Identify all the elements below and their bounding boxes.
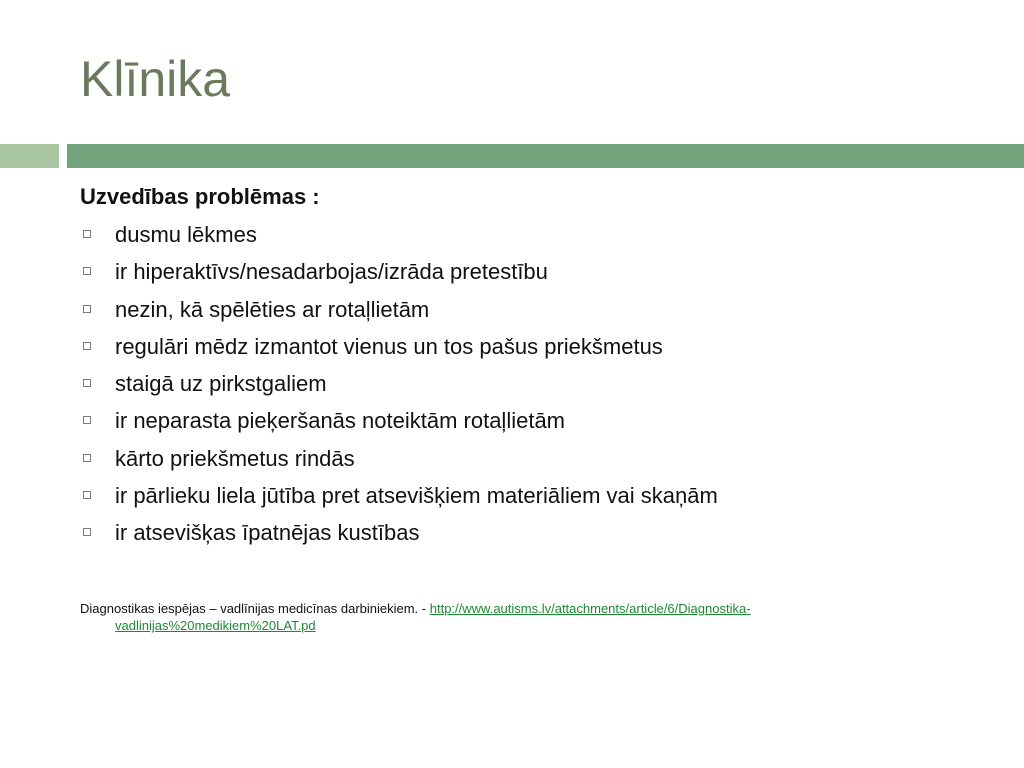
reference-link-continued[interactable]: vadlinijas%20medikiem%20LAT.pd: [115, 618, 316, 633]
square-bullet-icon: [83, 379, 91, 387]
square-bullet-icon: [83, 342, 91, 350]
decorative-bar-right: [67, 144, 1024, 168]
square-bullet-icon: [83, 491, 91, 499]
bullet-text: ir pārlieku liela jūtība pret atsevišķiem materiāliem vai skaņām: [115, 483, 718, 509]
reference-line-1: [80, 600, 980, 617]
square-bullet-icon: [83, 454, 91, 462]
square-bullet-icon: [83, 230, 91, 238]
square-bullet-icon: [83, 305, 91, 313]
square-bullet-icon: [83, 528, 91, 536]
bullet-text: regulāri mēdz izmantot vienus un tos pašus priekšmetus: [115, 333, 663, 359]
bullet-item: [80, 514, 1000, 551]
reference-text: Diagnostikas iespējas – vadlīnijas medicīnas darbiniekiem. -: [80, 601, 430, 616]
slide-content: [80, 180, 1000, 552]
reference-line-2: [80, 617, 980, 634]
bullet-item: [80, 253, 1000, 290]
bullet-item: [80, 440, 1000, 477]
bullet-item: [80, 291, 1000, 328]
square-bullet-icon: [83, 416, 91, 424]
bullet-text: ir atsevišķas īpatnējas kustības: [115, 520, 420, 546]
bullet-text: dusmu lēkmes: [115, 222, 257, 247]
bullet-text: nezin, kā spēlēties ar rotaļlietām: [115, 296, 430, 322]
square-bullet-icon: [83, 267, 91, 275]
bullet-item: [80, 216, 1000, 253]
bullet-text: ir neparasta pieķeršanās noteiktām rotaļlietām: [115, 408, 566, 434]
bullet-text: ir hiperaktīvs/nesadarbojas/izrāda pretestību: [115, 259, 548, 285]
section-heading: Uzvedības problēmas :: [80, 184, 320, 209]
bullet-item: [80, 328, 1000, 365]
reference-link[interactable]: http://www.autisms.lv/attachments/article/6/Diagnostika-: [429, 601, 751, 616]
reference-note: [80, 600, 980, 634]
slide-title: Klīnika: [80, 51, 231, 107]
bullet-text: staigā uz pirkstgaliem: [115, 371, 327, 397]
bullet-item: [80, 477, 1000, 514]
bullet-text: kārto priekšmetus rindās: [115, 445, 355, 471]
bullet-item: [80, 402, 1000, 439]
bullet-item: [80, 365, 1000, 402]
decorative-bar-left: [0, 144, 59, 168]
bullet-list: [80, 216, 1000, 552]
